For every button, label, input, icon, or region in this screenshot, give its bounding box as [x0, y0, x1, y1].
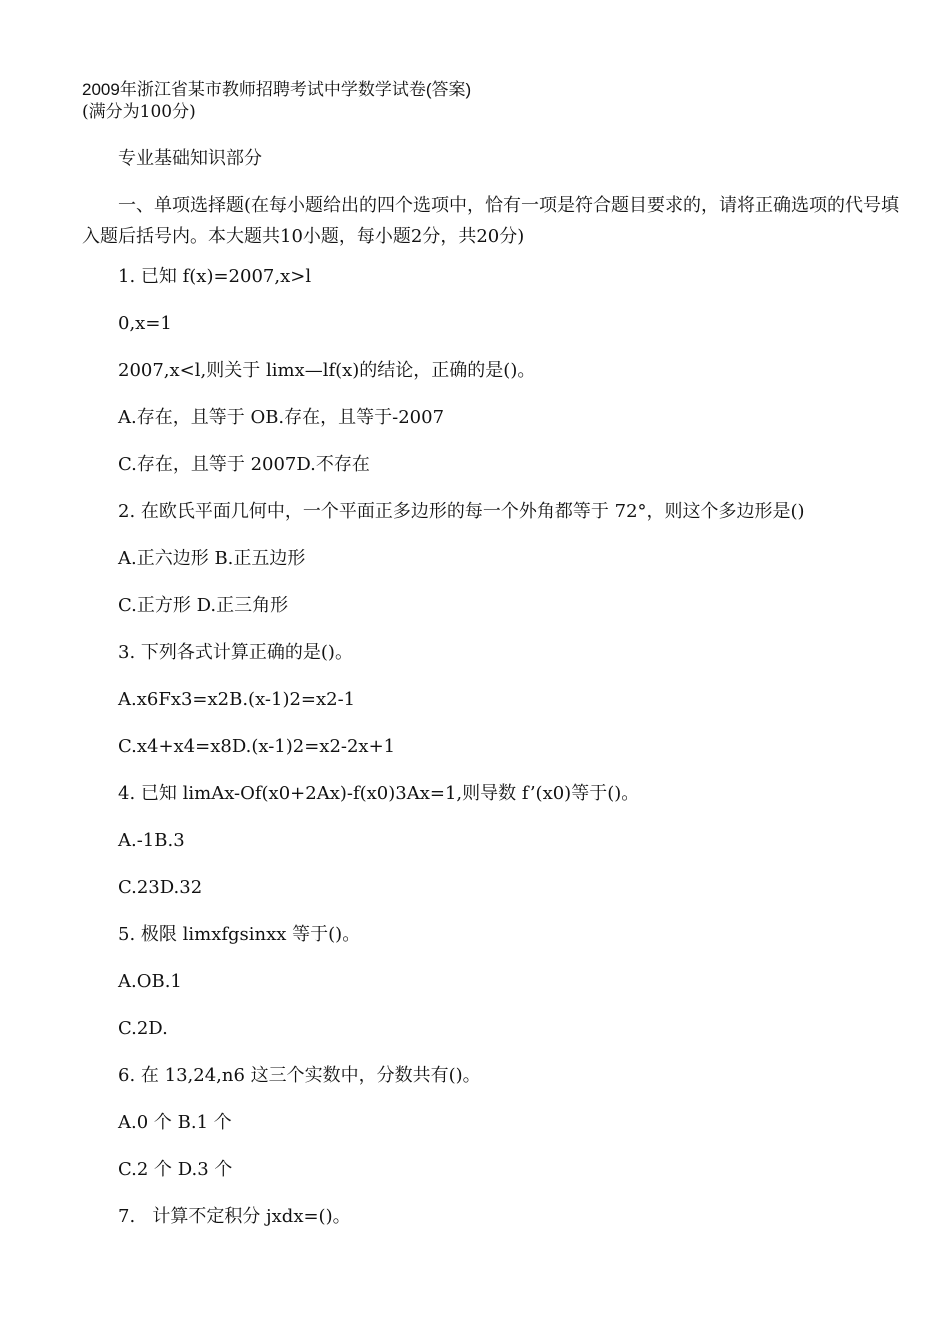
- question-1-options-ab: A.存在，且等于 OB.存在，且等于-2007: [118, 407, 445, 428]
- question-5-stem: 5. 极限 limxfgsinxx 等于()。: [118, 924, 361, 945]
- doc-title: 2009年浙江省某市教师招聘考试中学数学试卷(答案): [82, 80, 472, 99]
- question-4-options-cd: C.23D.32: [118, 877, 203, 898]
- question-3-stem: 3. 下列各式计算正确的是()。: [118, 642, 353, 663]
- instructions-paragraph: [82, 190, 912, 252]
- instructions-text: 一、单项选择题(在每小题给出的四个选项中，恰有一项是符合题目要求的，请将正确选项的代号填入题后括号内。本大题共10小题，每小题2分，共20分): [82, 195, 900, 247]
- question-3-options-cd: C.x4+x4=x8D.(x-1)2=x2-2x+1: [118, 736, 396, 757]
- section-heading: 专业基础知识部分: [118, 148, 262, 169]
- question-1-stem: 1. 已知 f(x)=2007,x>l: [118, 266, 312, 287]
- question-1-options-cd: C.存在，且等于 2007D.不存在: [118, 454, 370, 475]
- question-6-options-cd: C.2 个 D.3 个: [118, 1159, 233, 1180]
- question-2-options-ab: A.正六边形 B.正五边形: [118, 548, 306, 569]
- question-5-options-ab: A.OB.1: [118, 971, 182, 992]
- question-4-options-ab: A.-1B.3: [118, 830, 185, 851]
- doc-subtitle: (满分为100分): [82, 102, 196, 122]
- question-3-options-ab: A.x6Fx3=x2B.(x-1)2=x2-1: [118, 689, 356, 710]
- question-7-stem: 7. 计算不定积分 jxdx=()。: [118, 1206, 351, 1227]
- question-1-piece-3: 2007,x<l,则关于 limx—lf(x)的结论，正确的是()。: [118, 360, 536, 381]
- question-4-stem: 4. 已知 limAx-Of(x0+2Ax)-f(x0)3Ax=1,则导数 f’(x0)等于()。: [118, 783, 640, 804]
- question-2-options-cd: C.正方形 D.正三角形: [118, 595, 289, 616]
- question-6-options-ab: A.0 个 B.1 个: [118, 1112, 232, 1133]
- question-6-stem: 6. 在 13,24,n6 这三个实数中，分数共有()。: [118, 1065, 481, 1086]
- question-5-options-cd: C.2D.: [118, 1018, 168, 1039]
- question-2-stem: 2. 在欧氏平面几何中，一个平面正多边形的每一个外角都等于 72°，则这个多边形是(): [118, 501, 805, 522]
- question-1-piece-2: 0,x=1: [118, 313, 172, 334]
